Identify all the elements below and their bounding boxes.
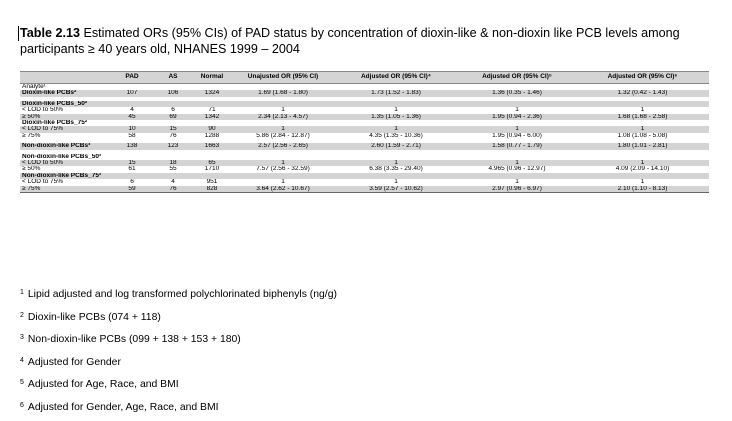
table-cell: 1.35 (1.05 - 1.36): [334, 114, 458, 120]
table-cell: 58: [110, 133, 154, 139]
footnote-mark: 5: [20, 379, 24, 386]
table-cell: 2.97 (0.96 - 6.97): [458, 186, 576, 193]
table-cell: 7.57 (2.56 - 32.59): [232, 166, 334, 172]
table-cell: 1.80 (1.01 - 2.81): [576, 143, 709, 149]
table-cell: 59: [110, 186, 154, 193]
table-cell: 6: [110, 179, 154, 185]
footnote: [20, 354, 337, 377]
table-cell: 1: [458, 107, 576, 113]
footnote-text: Adjusted for Gender: [28, 357, 121, 368]
table-cell: 76: [154, 186, 192, 193]
table-cell: 1.68 (1.68 - 2.58): [576, 114, 709, 120]
table-cell: 18: [154, 160, 192, 166]
table-cell: 4: [154, 179, 192, 185]
column-header: Normal: [192, 72, 232, 84]
table-cell: 1.95 (0.94 - 2.36): [458, 114, 576, 120]
table-cell: 138: [110, 143, 154, 149]
column-header: [20, 72, 110, 84]
row-label: ≥ 75%: [20, 133, 110, 139]
table-cell: 6.38 (3.35 - 29.40): [334, 166, 458, 172]
column-header: PAD: [110, 72, 154, 84]
table-cell: 828: [192, 186, 232, 193]
row-label: ≥ 50%: [20, 166, 110, 172]
row-label: ≥ 75%: [20, 186, 110, 193]
table-cell: 1710: [192, 166, 232, 172]
footnote: [20, 286, 337, 309]
table-cell: 1: [576, 126, 709, 132]
table-cell: 6: [154, 107, 192, 113]
table-cell: 76: [154, 133, 192, 139]
row-label: Analyte¹: [20, 84, 110, 91]
table-cell: 1: [232, 160, 334, 166]
table-cell: [576, 84, 709, 91]
row-label: Dioxin-like PCBs²: [20, 90, 110, 96]
table-cell: [110, 84, 154, 91]
table-cell: 55: [154, 166, 192, 172]
footnote-mark: 2: [20, 312, 24, 319]
table-caption: [20, 25, 710, 57]
table-cell: 1.32 (0.42 - 1.43): [576, 90, 709, 96]
footnote-text: Adjusted for Age, Race, and BMI: [28, 379, 179, 390]
footnotes: [20, 286, 337, 421]
table-cell: 15: [154, 126, 192, 132]
table-cell: 5.86 (2.84 - 12.87): [232, 133, 334, 139]
table-cell: 1: [458, 160, 576, 166]
table-cell: 2.34 (2.13 - 4.57): [232, 114, 334, 120]
table-cell: 4.965 (0.96 - 12.97): [458, 166, 576, 172]
footnote-text: Lipid adjusted and log transformed polychlorinated biphenyls (ng/g): [28, 289, 337, 300]
column-header: AS: [154, 72, 192, 84]
column-header: Adjusted OR (95% CI)⁶: [576, 72, 709, 84]
footnote-mark: 6: [20, 402, 24, 409]
footnote-text: Dioxin-like PCBs (074 + 118): [28, 312, 161, 323]
table-cell: 123: [154, 143, 192, 149]
table-row: [20, 186, 709, 193]
table-cell: 1: [576, 107, 709, 113]
table-cell: [458, 84, 576, 91]
table-cell: 1324: [192, 90, 232, 96]
table-cell: 1.58 (0.77 - 1.79): [458, 143, 576, 149]
row-label: < LOD to 50%: [20, 107, 110, 113]
table-cell: 4.35 (1.35 - 10.36): [334, 133, 458, 139]
table-cell: 65: [192, 160, 232, 166]
table-row: [20, 84, 709, 91]
footnote: [20, 309, 337, 332]
row-label: < LOD to 75%: [20, 126, 110, 132]
row-label: < LOD to 50%: [20, 160, 110, 166]
table-cell: 1.08 (1.08 - 5.08): [576, 133, 709, 139]
results-table: [20, 71, 709, 193]
footnote: [20, 331, 337, 354]
table-cell: 1: [232, 126, 334, 132]
table-cell: 1288: [192, 133, 232, 139]
column-header: Adjusted OR (95% CI)⁴: [334, 72, 458, 84]
row-label: Dioxin-like PCBs_75²: [20, 120, 110, 126]
table-header-row: [20, 72, 709, 84]
table-cell: 4.09 (2.09 - 14.10): [576, 166, 709, 172]
footnote-mark: 1: [20, 289, 24, 296]
table-cell: 1: [334, 160, 458, 166]
row-label: < LOD to 75%: [20, 179, 110, 185]
footnote-mark: 3: [20, 334, 24, 341]
table-cell: 3.59 (2.57 - 10.62): [334, 186, 458, 193]
table-cell: 90: [192, 126, 232, 132]
table-cell: 107: [110, 90, 154, 96]
table-cell: 71: [192, 107, 232, 113]
table-cell: 2.60 (1.59 - 2.71): [334, 143, 458, 149]
row-label: Non-dioxin-like PCBs³: [20, 143, 110, 149]
footnote: [20, 399, 337, 421]
table-cell: 61: [110, 166, 154, 172]
table-cell: 4: [110, 107, 154, 113]
table-cell: 1: [458, 126, 576, 132]
text-cursor: [18, 26, 19, 41]
table-cell: 1.95 (0.94 - 6.00): [458, 133, 576, 139]
table-cell: 951: [192, 179, 232, 185]
footnote-mark: 4: [20, 357, 24, 364]
table-cell: 3.64 (2.62 - 10.67): [232, 186, 334, 193]
row-label: ≥ 50%: [20, 114, 110, 120]
footnote: [20, 376, 337, 399]
table-cell: 1: [232, 107, 334, 113]
table-cell: 45: [110, 114, 154, 120]
table-number: Table 2.13: [20, 26, 80, 40]
table-cell: 1: [576, 179, 709, 185]
footnote-text: Adjusted for Gender, Age, Race, and BMI: [28, 402, 219, 413]
column-header: Unajusted OR (95% CI): [232, 72, 334, 84]
table-cell: [334, 84, 458, 91]
table-cell: 10: [110, 126, 154, 132]
table-caption-text: Estimated ORs (95% CIs) of PAD status by concentration of dioxin-like & non-dioxin like PCB levels among participants ≥ 40 years old, NHANES 1999 – 2004: [20, 26, 680, 56]
table-cell: 1: [334, 179, 458, 185]
table-cell: 106: [154, 90, 192, 96]
table-cell: 1663: [192, 143, 232, 149]
table-cell: [192, 84, 232, 91]
table-cell: 1: [232, 179, 334, 185]
table-cell: 1: [334, 126, 458, 132]
footnote-text: Non-dioxin-like PCBs (099 + 138 + 153 + 180): [28, 334, 241, 345]
row-label: Dioxin-like PCBs_50²: [20, 101, 110, 107]
table-cell: 1.69 (1.68 - 1.80): [232, 90, 334, 96]
table-cell: 1.73 (1.52 - 1.83): [334, 90, 458, 96]
table-cell: 1: [334, 107, 458, 113]
table-cell: [154, 84, 192, 91]
table-cell: 2.10 (1.10 - 8.13): [576, 186, 709, 193]
row-label: Non-dioxin-like PCBs_75³: [20, 173, 110, 179]
table-cell: 69: [154, 114, 192, 120]
table-cell: 2.57 (2.56 - 2.65): [232, 143, 334, 149]
table-cell: 1342: [192, 114, 232, 120]
table-cell: 1.36 (0.35 - 1.46): [458, 90, 576, 96]
row-label: Non-dioxin-like PCBs_50³: [20, 154, 110, 160]
table-cell: [232, 84, 334, 91]
table-cell: 1: [576, 160, 709, 166]
table-cell: 1: [458, 179, 576, 185]
column-header: Adjusted OR (95% CI)⁵: [458, 72, 576, 84]
table-cell: 15: [110, 160, 154, 166]
